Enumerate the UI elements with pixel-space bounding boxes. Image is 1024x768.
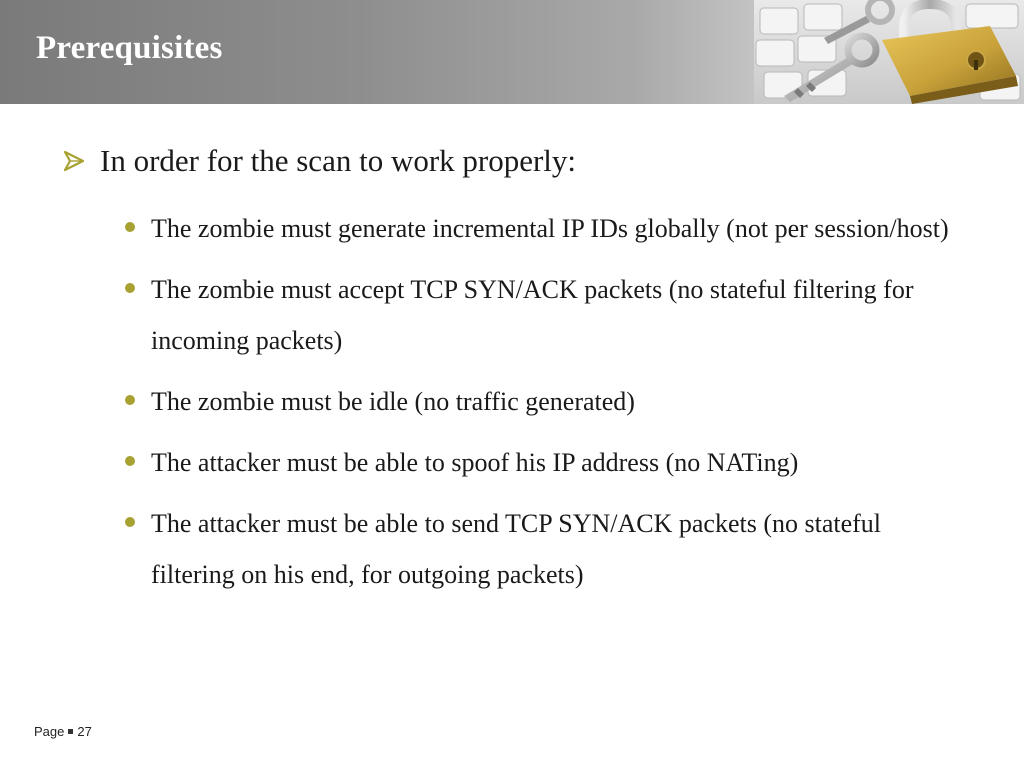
sub-bullet-text: The zombie must generate incremental IP IDs globally (not per session/host) [151, 214, 949, 243]
sub-bullet-list [122, 203, 962, 610]
slide-title: Prerequisites [36, 30, 223, 66]
sub-bullet-text: The attacker must be able to spoof his IP address (no NATing) [151, 448, 799, 477]
bullet-dot-icon [125, 283, 135, 293]
sub-bullet-text: The zombie must accept TCP SYN/ACK packets (no stateful filtering for incoming packets) [151, 275, 914, 355]
bullet-dot-icon [125, 222, 135, 232]
title-bar [0, 0, 1024, 104]
page-footer [34, 724, 92, 739]
sub-bullet-item [122, 203, 962, 254]
bullet-dot-icon [125, 456, 135, 466]
bullet-dot-icon [125, 517, 135, 527]
page-number: 27 [77, 724, 92, 739]
sub-bullet-item [122, 498, 962, 600]
sub-bullet-text: The attacker must be able to send TCP SYN/ACK packets (no stateful filtering on his end, for outgoing packets) [151, 509, 882, 589]
bullet-dot-icon [125, 395, 135, 405]
page-label: Page [34, 724, 65, 739]
main-bullet-text: In order for the scan to work properly: [100, 143, 577, 178]
sub-bullet-item [122, 437, 962, 488]
sub-bullet-text: The zombie must be idle (no traffic generated) [151, 387, 635, 416]
sub-bullet-item [122, 264, 962, 366]
square-separator-icon [68, 729, 73, 734]
arrow-bullet-icon [62, 150, 86, 172]
padlock-keys-image [754, 0, 1024, 104]
sub-bullet-item [122, 376, 962, 427]
